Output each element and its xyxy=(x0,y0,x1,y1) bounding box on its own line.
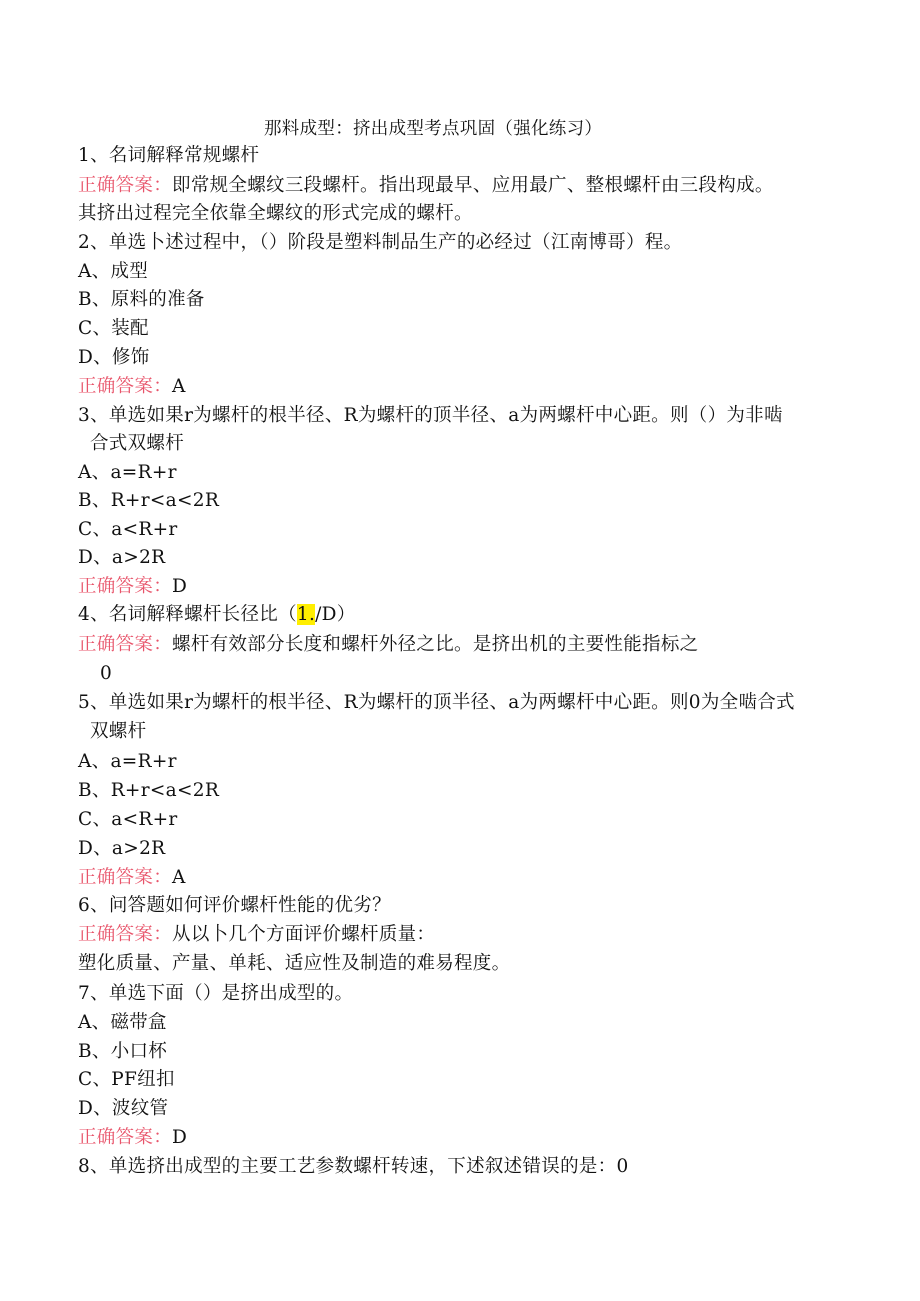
question-3-answer xyxy=(78,575,187,599)
option-a: A、磁带盒 xyxy=(78,1012,167,1033)
question-1-answer xyxy=(78,174,774,198)
question-6-stem: 6、问答题如何评价螺杆性能的优劣？ xyxy=(78,895,391,916)
option-c: C、a<R+r xyxy=(78,809,178,830)
option-c: C、a<R+r xyxy=(78,519,178,540)
question-5-stem: 5、单选如果r为螺杆的根半径、R为螺杆的顶半径、a为两螺杆中心距。则0为全啮合式 xyxy=(78,692,795,713)
option-d: D、波纹管 xyxy=(78,1098,169,1119)
answer-label: 正确答案： xyxy=(78,175,173,196)
answer-text: A xyxy=(172,376,186,397)
question-2-answer xyxy=(78,375,186,399)
question-2-stem: 2、单选卜述过程中，（）阶段是塑料制品生产的必经过（江南博哥）程。 xyxy=(78,232,683,253)
question-3-stem: 3、单选如果r为螺杆的根半径、R为螺杆的顶半径、a为两螺杆中心距。则（）为非啮 xyxy=(78,405,783,426)
option-d: D、a>2R xyxy=(78,838,166,859)
question-4-stem xyxy=(78,603,356,627)
stem-text: /D） xyxy=(315,604,356,625)
question-1-answer-cont: 其挤出过程完全依靠全螺纹的形式完成的螺杆。 xyxy=(78,203,473,224)
option-d: D、a>2R xyxy=(78,547,166,568)
answer-label: 正确答案： xyxy=(78,1127,173,1148)
option-b: B、小口杯 xyxy=(78,1041,168,1062)
answer-text: D xyxy=(172,576,188,597)
question-6-answer xyxy=(78,923,435,947)
option-b: B、R+r<a<2R xyxy=(78,490,220,511)
option-c: C、装配 xyxy=(78,318,149,339)
stem-text: 4、名词解释螺杆长径比（ xyxy=(78,604,297,625)
answer-text: 螺杆有效部分长度和螺杆外径之比。是挤出机的主要性能指标之 xyxy=(172,634,699,655)
answer-label: 正确答案： xyxy=(78,634,173,655)
question-7-stem: 7、单选下面（）是挤出成型的。 xyxy=(78,983,354,1004)
question-5-stem-cont: 双螺杆 xyxy=(90,721,147,742)
question-6-answer-cont: 塑化质量、产量、单耗、适应性及制造的难易程度。 xyxy=(78,953,511,974)
answer-label: 正确答案： xyxy=(78,867,173,888)
question-1-stem: 1、名词解释常规螺杆 xyxy=(78,145,260,166)
answer-text: D xyxy=(172,1127,188,1148)
answer-label: 正确答案： xyxy=(78,376,173,397)
highlighted-text: 1. xyxy=(296,604,316,625)
option-a: A、成型 xyxy=(78,261,149,282)
option-d: D、修饰 xyxy=(78,347,150,368)
question-4-answer-cont: 0 xyxy=(100,663,113,684)
answer-label: 正确答案： xyxy=(78,924,173,945)
option-b: B、R+r<a<2R xyxy=(78,780,220,801)
document-title: 那料成型：挤出成型考点巩固（强化练习） xyxy=(264,119,603,139)
answer-label: 正确答案： xyxy=(78,576,173,597)
option-c: C、PF纽扣 xyxy=(78,1069,175,1090)
question-5-answer xyxy=(78,866,186,890)
question-8-stem: 8、单选挤出成型的主要工艺参数螺杆转速，下述叙述错误的是：0 xyxy=(78,1156,629,1177)
option-a: A、a=R+r xyxy=(78,751,177,772)
answer-text: 从以卜几个方面评价螺杆质量： xyxy=(172,924,436,945)
answer-text: A xyxy=(172,867,186,888)
question-7-answer xyxy=(78,1126,187,1150)
question-4-answer xyxy=(78,633,698,657)
question-3-stem-cont: 合式双螺杆 xyxy=(90,433,185,454)
option-b: B、原料的准备 xyxy=(78,289,205,310)
answer-text: 即常规全螺纹三段螺杆。指出现最早、应用最广、整根螺杆由三段构成。 xyxy=(172,175,774,196)
option-a: A、a=R+r xyxy=(78,462,177,483)
